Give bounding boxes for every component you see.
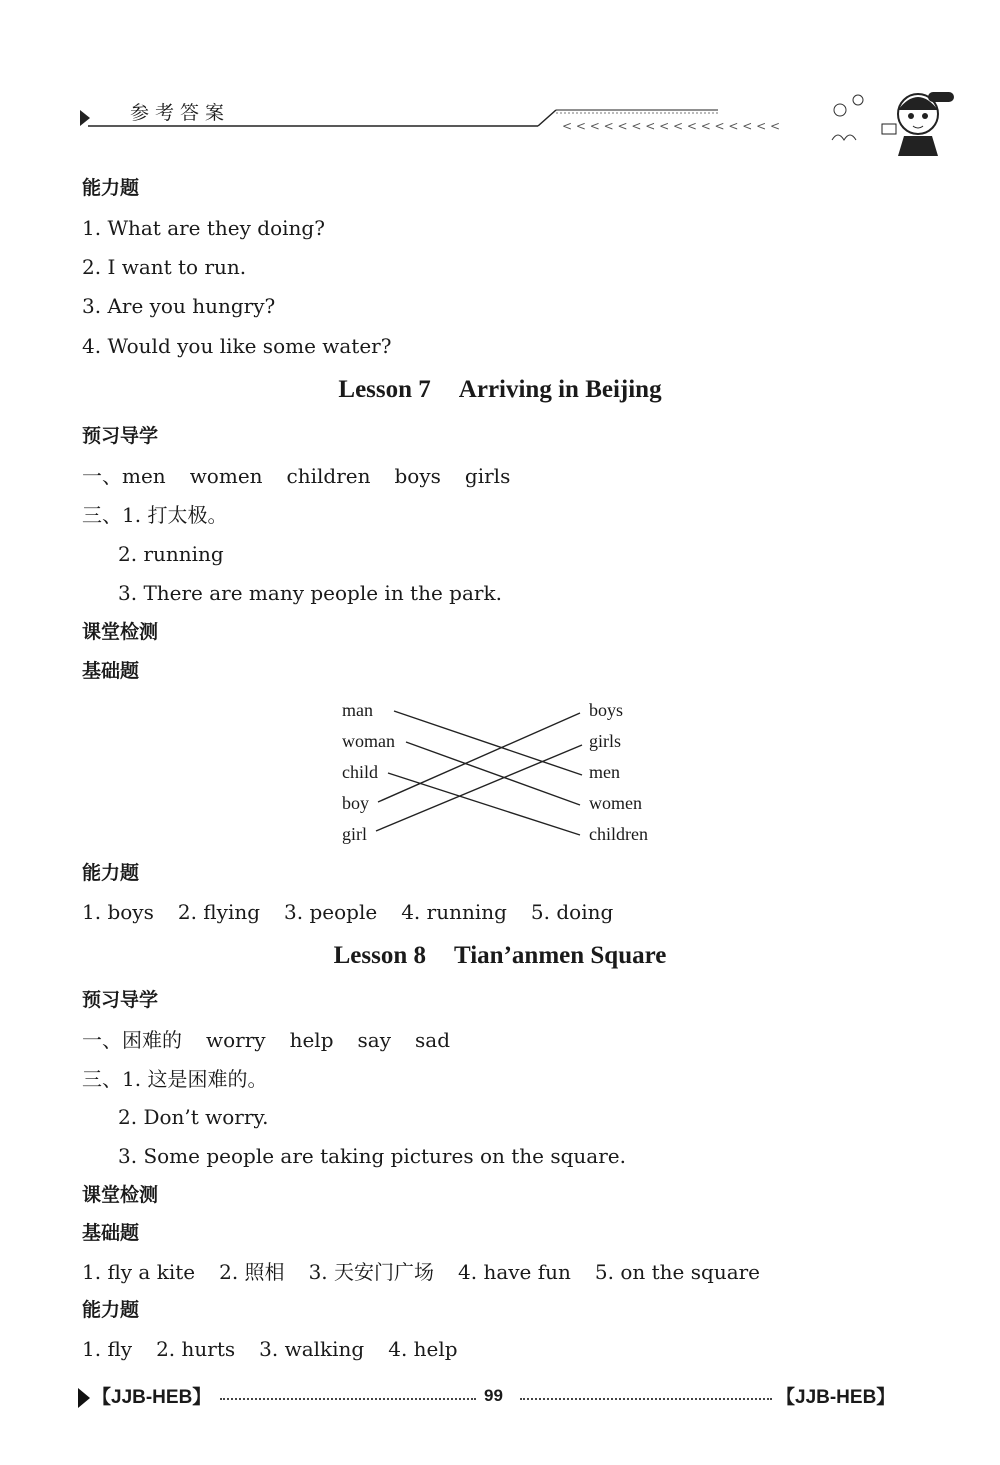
match-left-word: child [342, 762, 378, 782]
answer-line: 3. Are you hungry? [82, 294, 276, 318]
lesson-8-title [0, 942, 1000, 970]
vocab-word: women [189, 464, 263, 488]
book-code-left: 【JJB-HEB】 [92, 1387, 212, 1408]
vocab-word: children [286, 464, 371, 488]
answer-item: 3. people [284, 900, 378, 924]
match-line-man-men [394, 711, 582, 775]
girl-watering-flowers-icon [818, 88, 978, 160]
answer-line: 3. There are many people in the park. [118, 581, 502, 605]
match-right-word: girls [589, 731, 622, 751]
lesson-number: Lesson 8 [333, 942, 427, 969]
answer-item: 4. help [388, 1337, 458, 1361]
answer-line: 4. Would you like some water? [82, 334, 392, 358]
page-number: 99 [484, 1386, 503, 1405]
page-header [78, 92, 978, 162]
answer-line: 3. Some people are taking pictures on the square. [118, 1144, 626, 1168]
match-right-word: women [589, 793, 642, 813]
vocab-word: sad [415, 1028, 451, 1052]
match-right-word: children [589, 824, 648, 844]
preview-vocab-line [82, 1028, 450, 1052]
answer-item: 2. 照相 [219, 1260, 285, 1284]
answer-item: 3. walking [259, 1337, 365, 1361]
match-left-word: man [342, 700, 373, 720]
page-footer [78, 1378, 968, 1414]
book-code-right: 【JJB-HEB】 [776, 1387, 896, 1408]
answer-item: 4. have fun [458, 1260, 571, 1284]
word-matching-exercise [330, 695, 690, 855]
section-heading-basic: 基础题 [82, 660, 140, 682]
match-left-word: boy [342, 793, 369, 813]
item-prefix: 一、 [82, 1028, 122, 1052]
answer-line: 三、1. 这是困难的。 [82, 1067, 268, 1091]
match-right-word: boys [589, 700, 624, 720]
section-heading-ability: 能力题 [82, 862, 140, 884]
lesson-name: Arriving in Beijing [458, 376, 662, 403]
section-heading-ability: 能力题 [82, 177, 140, 199]
match-left-word: woman [342, 731, 395, 751]
lesson-name: Tian’anmen Square [454, 942, 667, 969]
ability-answers-line [82, 1337, 458, 1361]
answer-item: 5. doing [530, 900, 614, 924]
section-heading-basic: 基础题 [82, 1222, 140, 1244]
preview-vocab-line [82, 464, 510, 488]
vocab-word: 困难的 [122, 1028, 182, 1052]
vocab-word: boys [394, 464, 441, 488]
svg-text:< < < < < < < < < < < < < < <: < < < < < < < < < < < < < < < < [562, 119, 781, 133]
footer-dotted-rule [520, 1398, 772, 1400]
vocab-word: worry [206, 1028, 266, 1052]
footer-dotted-rule [220, 1398, 476, 1400]
section-heading-check: 课堂检测 [82, 621, 159, 643]
answer-line: 1. What are they doing? [82, 216, 325, 240]
basic-answers-line [82, 1260, 760, 1284]
answer-line: 三、1. 打太极。 [82, 503, 228, 527]
answer-item: 4. running [401, 900, 507, 924]
vocab-word: help [289, 1028, 334, 1052]
triangle-marker-icon [78, 1388, 92, 1408]
answer-item: 1. boys [82, 900, 154, 924]
match-line-child-children [388, 773, 580, 835]
answer-line: 2. Don’t worry. [118, 1105, 269, 1129]
match-right-word: men [589, 762, 620, 782]
item-prefix: 一、 [82, 464, 122, 488]
match-left-word: girl [342, 824, 367, 844]
vocab-word: say [357, 1028, 392, 1052]
section-heading-preview: 预习导学 [82, 425, 159, 447]
answer-item: 1. fly [82, 1337, 133, 1361]
answer-item: 5. on the square [594, 1260, 761, 1284]
answer-line: 2. running [118, 542, 224, 566]
vocab-word: girls [464, 464, 511, 488]
answer-item: 3. 天安门广场 [308, 1260, 435, 1284]
section-heading-check: 课堂检测 [82, 1184, 159, 1206]
answer-item: 1. fly a kite [82, 1260, 196, 1284]
section-heading-ability: 能力题 [82, 1299, 140, 1321]
header-title: 参考答案 [130, 102, 231, 124]
lesson-7-title [0, 376, 1000, 404]
answer-line: 2. I want to run. [82, 255, 247, 279]
ability-answers-line [82, 900, 613, 924]
lesson-number: Lesson 7 [338, 376, 431, 403]
section-heading-preview: 预习导学 [82, 989, 159, 1011]
answer-item: 2. flying [177, 900, 261, 924]
vocab-word: men [122, 464, 166, 488]
answer-item: 2. hurts [156, 1337, 236, 1361]
